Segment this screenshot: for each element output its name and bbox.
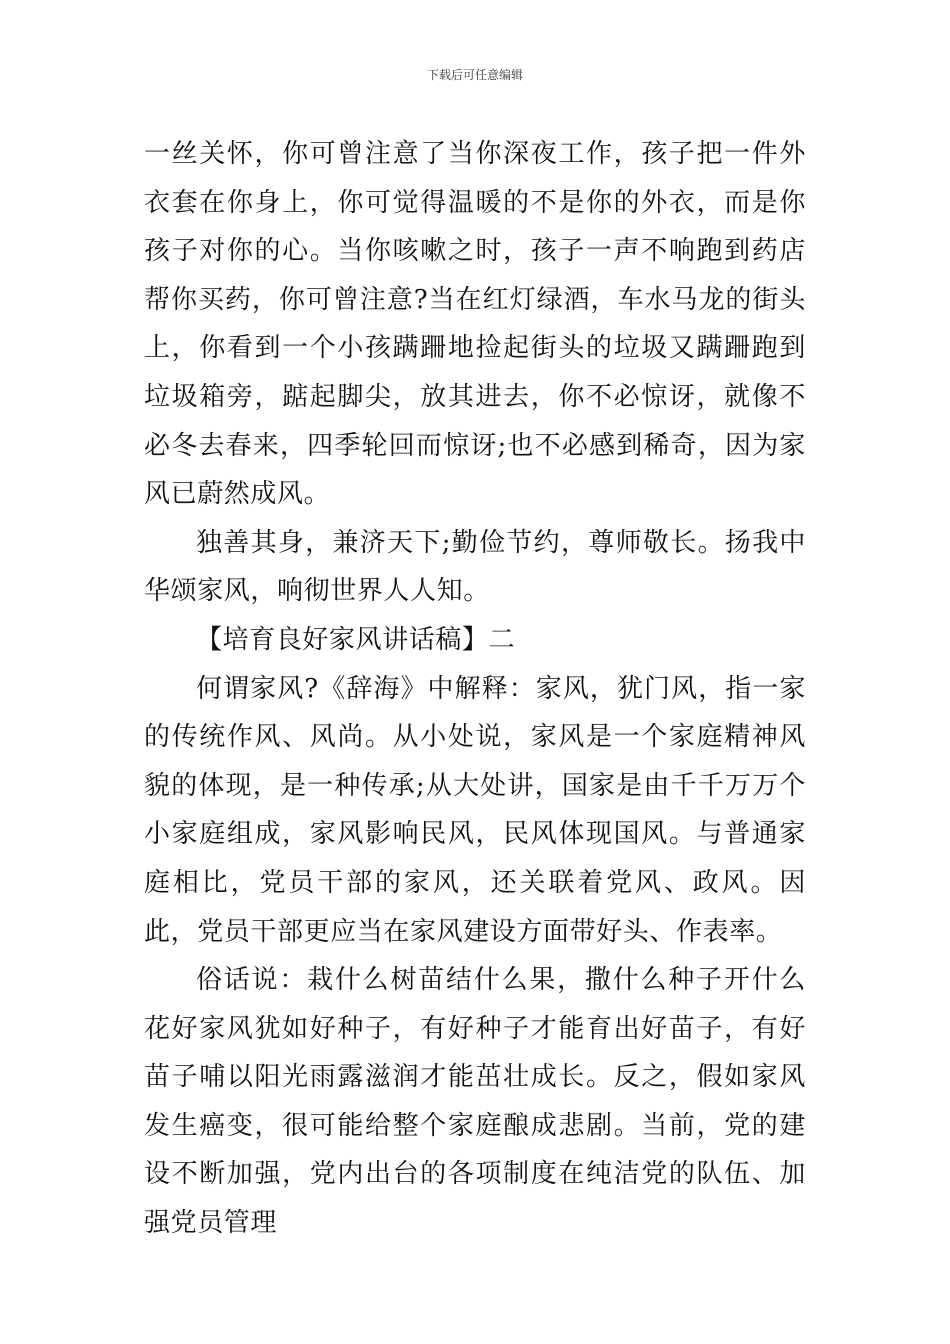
page-header: 下载后可任意编辑 — [426, 68, 523, 82]
paragraph-4: 俗话说：栽什么树苗结什么果，撒什么种子开什么花好家风犹如好种子，有好种子才能育出好苗子，有好苗子哺以阳光雨露滋润才能茁壮成长。反之，假如家风发生癌变，很可能给整个家庭酿成悲剧。当前，党的建设不断加强，党内出台的各项制度在纯洁党的队伍、加强党员管理 — [144, 965, 806, 1239]
section-heading: 【培育良好家风讲话稿】二 — [196, 624, 516, 655]
paragraph-1: 一丝关怀，你可曾注意了当你深夜工作，孩子把一件外衣套在你身上，你可觉得温暖的不是你的外衣，而是你孩子对你的心。当你咳嗽之时，孩子一声不响跑到药店帮你买药，你可曾注意?当在红灯绿酒，车水马龙的街头上，你看到一个小孩蹒跚地捡起街头的垃圾又蹒跚跑到垃圾箱旁，踮起脚尖，放其进去，你不必惊讶，就像不必冬去春来，四季轮回而惊讶;也不必感到稀奇，因为家风已蔚然成风。 — [144, 139, 806, 510]
paragraph-2: 独善其身，兼济天下;勤俭节约，尊师敬长。扬我中华颂家风，响彻世界人人知。 — [144, 527, 806, 607]
document-body — [144, 130, 806, 1248]
paragraph-3: 何谓家风?《辞海》中解释：家风，犹门风，指一家的传统作风、风尚。从小处说，家风是一个家庭精神风貌的体现，是一种传承;从大处讲，国家是由千千万万个小家庭组成，家风影响民风，民风体现国风。与普通家庭相比，党员干部的家风，还关联着党风、政风。因此，党员干部更应当在家风建设方面带好头、作表率。 — [144, 673, 806, 947]
